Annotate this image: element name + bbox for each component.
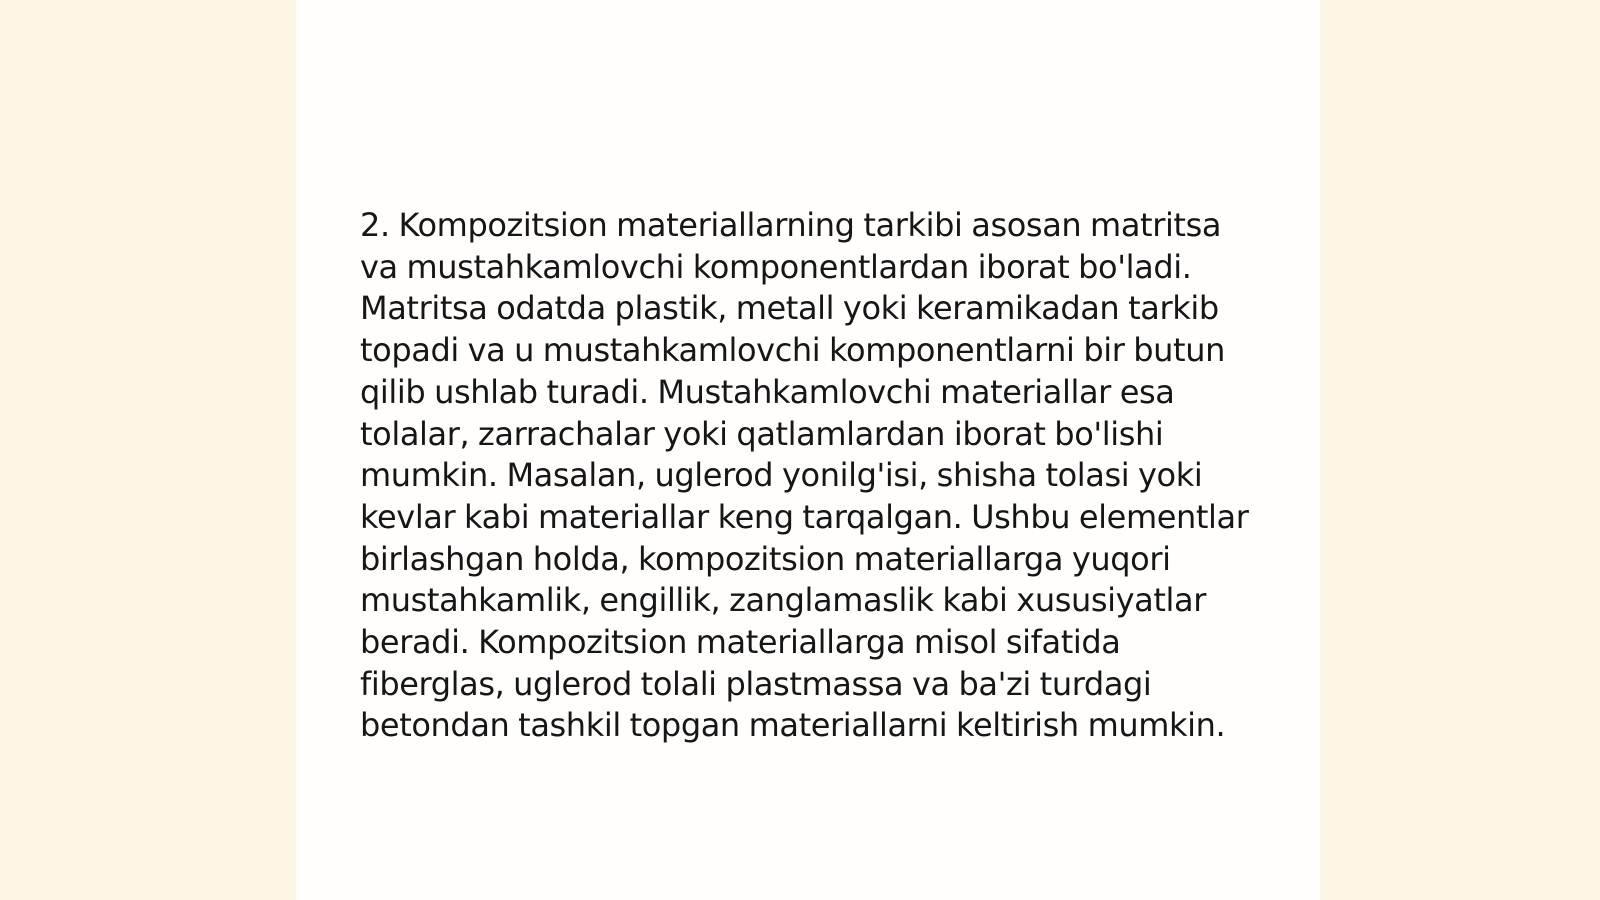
slide-body-text: 2. Kompozitsion materiallarning tarkibi asosan matritsa va mustahkamlovchi komponentlardan iborat bo'ladi. Matritsa odatda plastik, metall yoki keramikadan tarkib topadi va u mustahkamlovchi komponentlarni bir butun qilib ushlab turadi. Mustahkamlovchi materiallar esa tolalar, zarrachalar yoki qatlamlardan iborat bo'lishi mumkin. Masalan, uglerod yonilg'isi, shisha tolasi yoki kevlar kabi materiallar keng tarqalgan. Ushbu elementlar birlashgan holda, kompozitsion materiallarga yuqori mustahkamlik, engillik, zanglamaslik kabi xususiyatlar beradi. Kompozitsion materiallarga misol sifatida fiberglas, uglerod tolali plastmassa va ba'zi turdagi betondan tashkil topgan materiallarni keltirish mumkin. (360, 206, 1249, 745)
slide (296, 0, 1320, 900)
